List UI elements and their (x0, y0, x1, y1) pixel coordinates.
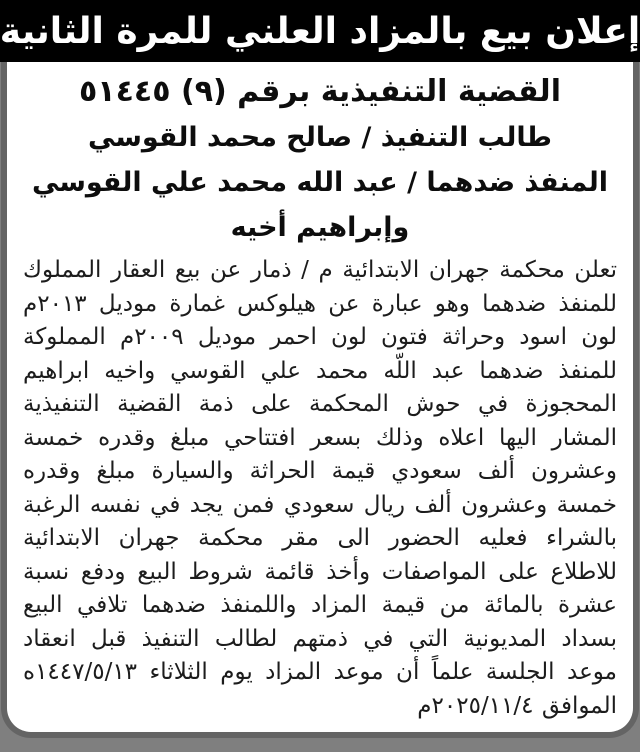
notice-body: تعلن محكمة جهران الابتدائية م / ذمار عن بيع العقار المملوك للمنفذ ضدهما وهو عبارة عن هيلوكس غمارة موديل ٢٠١٣م لون اسود وحراثة فتون لون احمر موديل ٢٠٠٩م المملوكة للمنفذ ضدهما عبد اللّه محمد علي القوسي واخيه ابراهيم المحجوزة في حوش المحكمة على ذمة القضية التنفيذية المشار اليها اعلاه وذلك بسعر افتتاحي مبلغ وقدره خمسة وعشرون ألف سعودي قيمة الحراثة والسيارة مبلغ وقدره خمسة وعشرون ألف ريال سعودي فمن يجد في نفسه الرغبة بالشراء فعليه الحضور الى مقر محكمة جهران الابتدائية للاطلاع على المواصفات وأخذ قائمة شروط البيع ودفع نسبة عشرة بالمائة من قيمة المزاد واللمنفذ ضدهما تلافي البيع بسداد المديونية التي في ذمتهم لطالب التنفيذ قبل انعقاد موعد الجلسة علماً أن موعد المزاد يوم الثلاثاء ١٤٤٧/٥/١٣ه الموافق ٢٠٢٥/١١/٤م (23, 257, 617, 719)
executed-against-line: المنفذ ضدهما / عبد الله محمد علي القوسي (32, 167, 608, 198)
announcement-banner (0, 0, 640, 62)
case-number-line: القضية التنفيذية برقم (٩) ٥١٤٤٥ (79, 74, 561, 109)
banner-title: إعلان بيع بالمزاد العلني للمرة الثانية (0, 10, 640, 52)
execution-requester-line: طالب التنفيذ / صالح محمد القوسي (88, 122, 552, 153)
executed-against-brother-line: وإبراهيم أخيه (230, 212, 410, 243)
notice-card (1, 62, 639, 738)
